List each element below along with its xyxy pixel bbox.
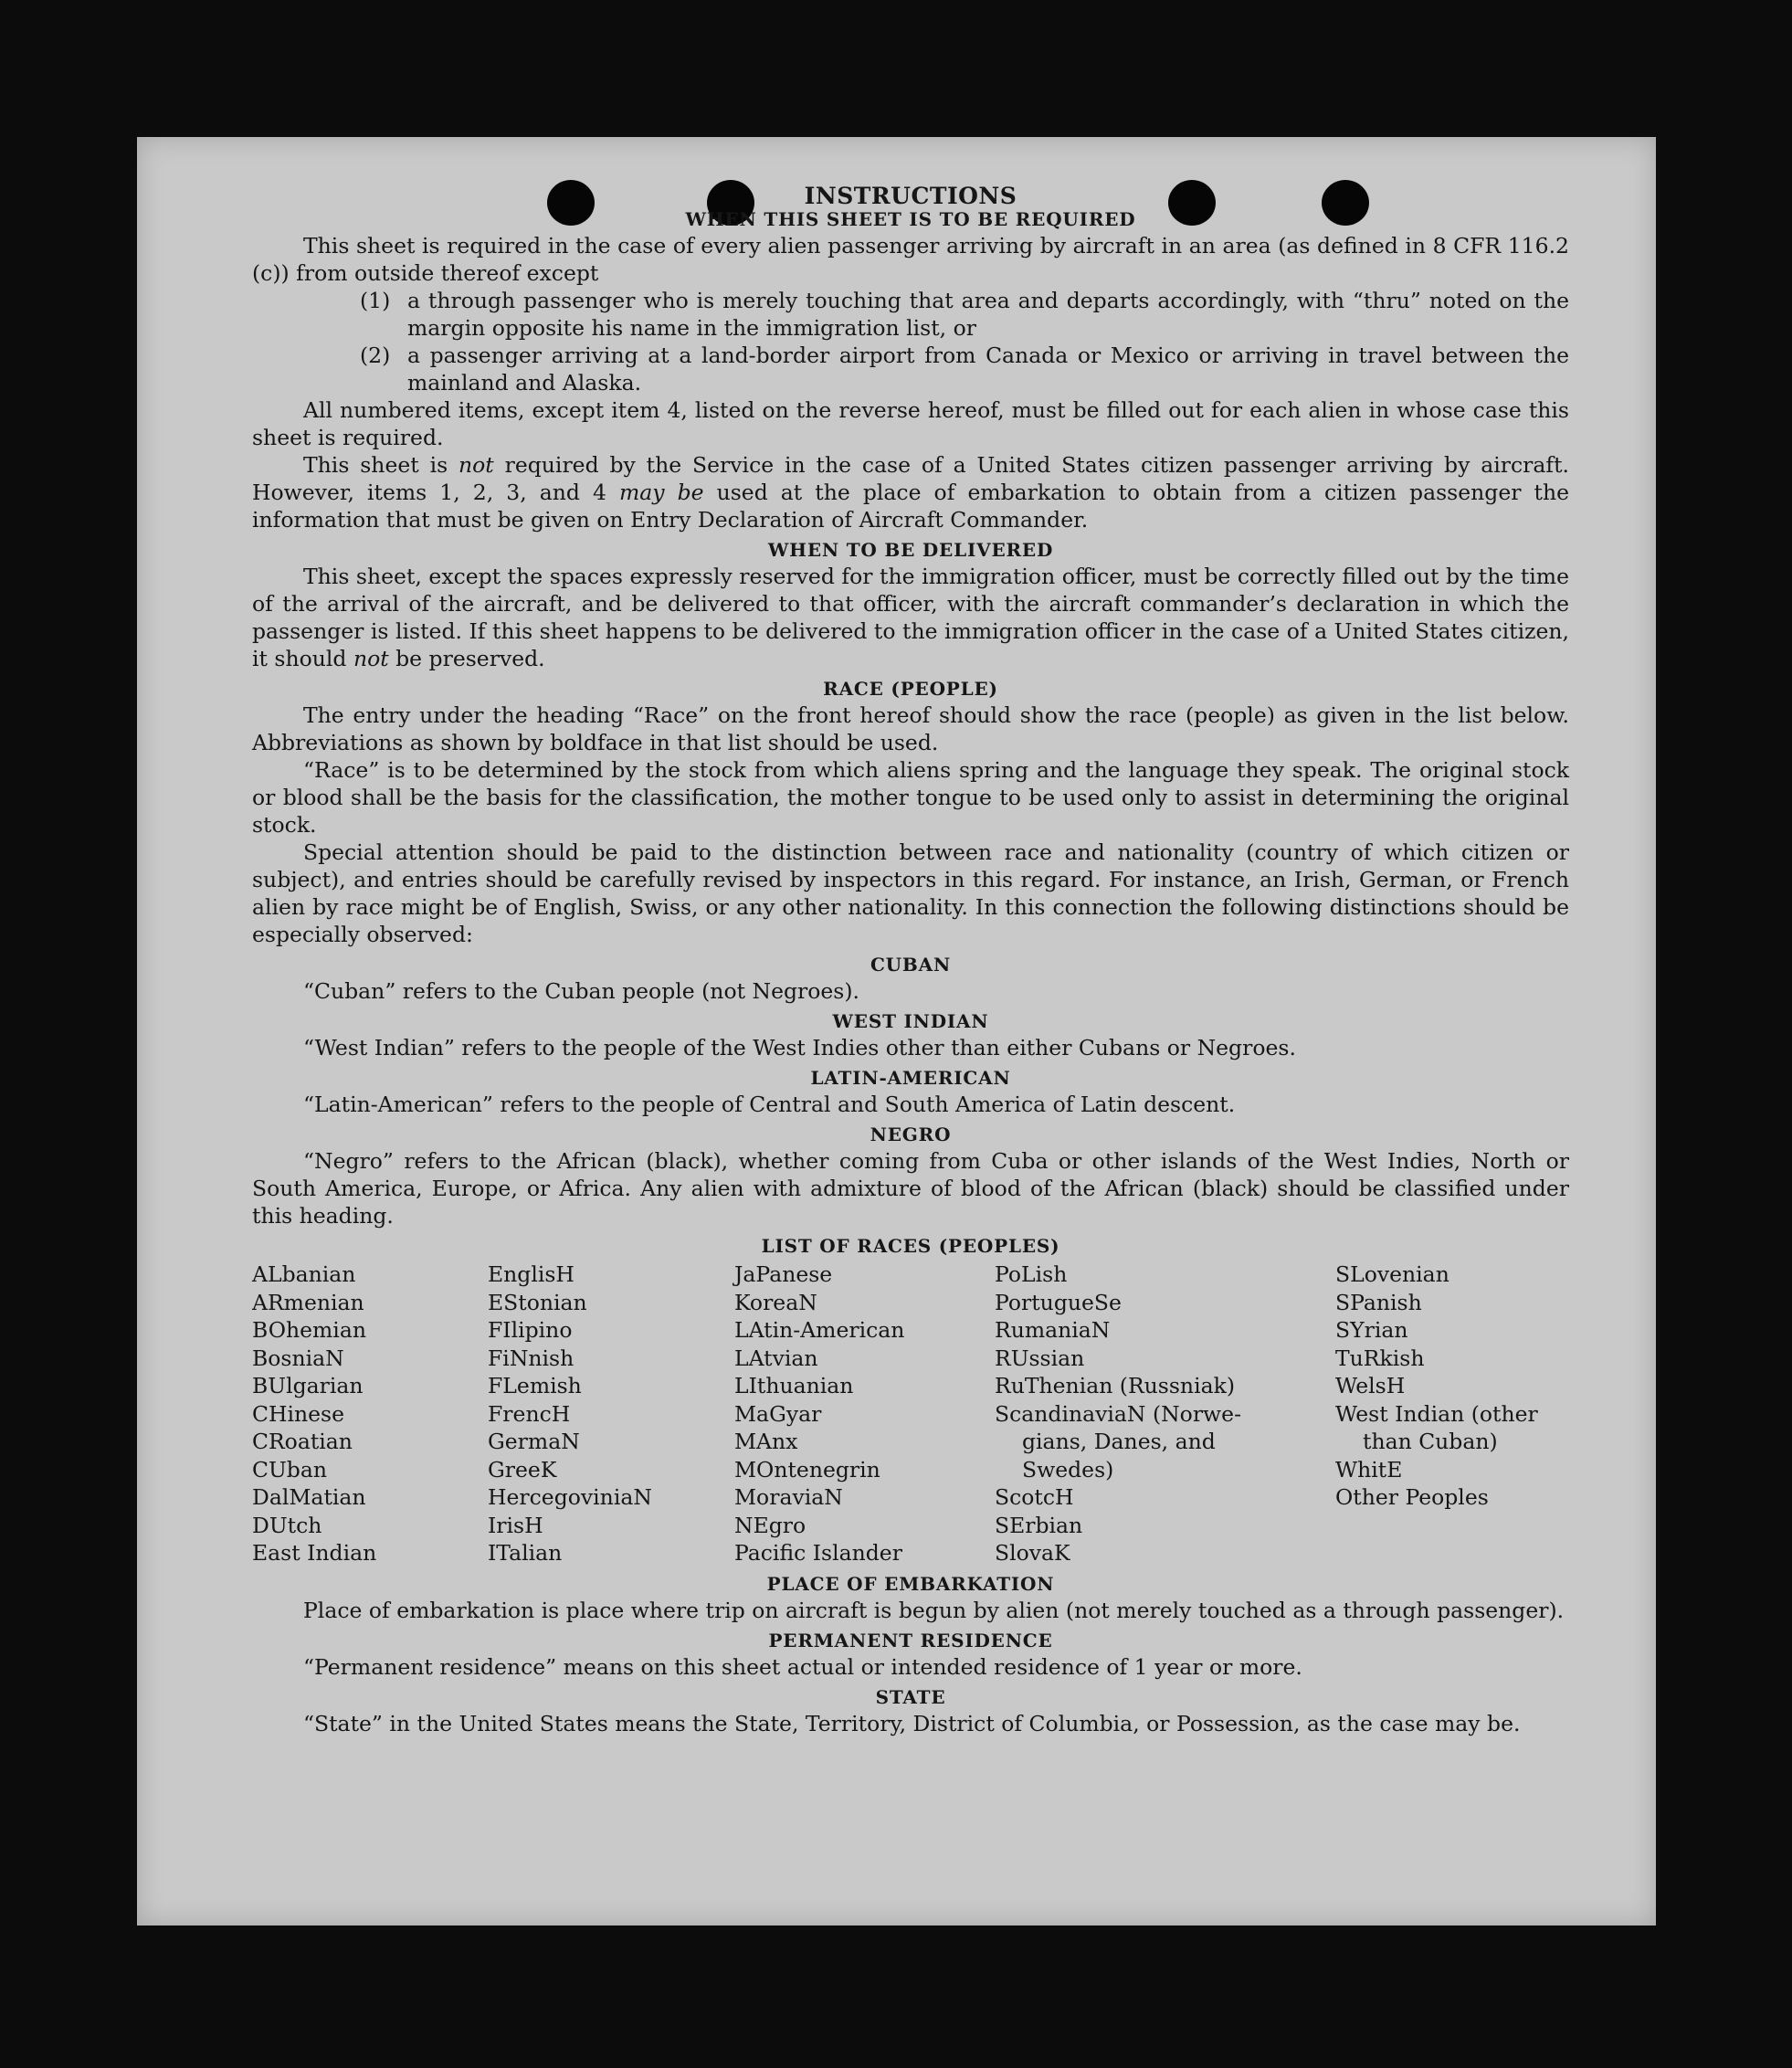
- paragraph: “State” in the United States means the State, Territory, District of Columbia, or Possession, as the case may be.: [303, 1710, 1521, 1736]
- section-heading-latin-american: LATIN-AMERICAN: [810, 1067, 1011, 1089]
- races-column: [734, 1261, 995, 1567]
- race-entry: LAtin-American: [734, 1317, 905, 1343]
- race-entry: than Cuban): [1363, 1429, 1498, 1454]
- race-entry: Pacific Islander: [734, 1540, 902, 1566]
- item-number: (2): [360, 343, 391, 368]
- race-entry: East Indian: [252, 1540, 377, 1566]
- section-heading-west-indian: WEST INDIAN: [832, 1010, 989, 1032]
- race-entry: ScandinaviaN (Norwe-: [995, 1400, 1242, 1427]
- races-column: [995, 1261, 1335, 1567]
- race-entry: BOhemian: [252, 1317, 366, 1343]
- race-entry: SLovenian: [1335, 1261, 1449, 1287]
- paragraph: “Permanent residence” means on this sheet actual or intended residence of 1 year or more.: [303, 1653, 1302, 1680]
- race-entry: ARmenian: [252, 1289, 364, 1315]
- race-entry: GreeK: [488, 1456, 557, 1482]
- race-entry: CHinese: [252, 1400, 344, 1427]
- race-entry: DalMatian: [252, 1484, 366, 1510]
- section-heading-state: STATE: [875, 1685, 946, 1708]
- race-entry: KoreaN: [734, 1289, 817, 1315]
- race-entry: SErbian: [995, 1512, 1083, 1538]
- paragraph: “Latin-American” refers to the people of Central and South America of Latin descent.: [303, 1092, 1236, 1117]
- race-entry: RumaniaN: [995, 1317, 1111, 1343]
- race-entry: SPanish: [1335, 1289, 1422, 1315]
- paragraph: “Cuban” refers to the Cuban people (not Negroes).: [303, 978, 860, 1004]
- race-entry: RUssian: [995, 1345, 1085, 1371]
- section-heading-cuban: CUBAN: [870, 954, 952, 976]
- section-heading-delivered: WHEN TO BE DELIVERED: [767, 539, 1054, 561]
- race-entry: CRoatian: [252, 1429, 353, 1454]
- instructions-content: [252, 183, 1569, 1737]
- race-entry: SlovaK: [995, 1540, 1070, 1566]
- paragraph: This sheet, except the spaces expressly reserved for the immigration officer, must be correctly filled out by the time of the arrival of the aircraft, and be delivered to that officer, with the aircraft commander’s declaration in which the passenger is listed. If this sheet happens to be delivered to the immigration officer in the case of a United States citizen, it should not be preserved.: [252, 564, 1569, 671]
- paragraph: “Negro” refers to the African (black), whether coming from Cuba or other islands of the West Indies, North or South America, Europe, or Africa. Any alien with admixture of blood of the African (black) should be classified under this heading.: [252, 1148, 1569, 1229]
- page-title: INSTRUCTIONS: [804, 183, 1017, 209]
- race-entry: TuRkish: [1335, 1345, 1425, 1371]
- race-entry: GermaN: [488, 1429, 580, 1454]
- race-entry: EStonian: [488, 1289, 587, 1315]
- race-entry: HercegoviniaN: [488, 1484, 652, 1510]
- race-entry: Swedes): [1022, 1456, 1114, 1482]
- race-entry: MAnx: [734, 1429, 798, 1454]
- item-number: (1): [360, 288, 391, 313]
- paragraph: All numbered items, except item 4, listed on the reverse hereof, must be filled out for each alien in whose case this sheet is required.: [252, 397, 1569, 450]
- race-entry: PortugueSe: [995, 1289, 1122, 1315]
- races-column: [1335, 1261, 1569, 1567]
- paragraph: This sheet is required in the case of every alien passenger arriving by aircraft in an area (as defined in 8 CFR 116.2 (c)) from outside thereof except: [252, 233, 1569, 286]
- section-heading-residence: PERMANENT RESIDENCE: [768, 1629, 1053, 1651]
- section-heading-races: LIST OF RACES (PEOPLES): [761, 1235, 1060, 1257]
- race-entry: LAtvian: [734, 1345, 818, 1371]
- list-item: [252, 287, 1569, 342]
- race-entry: DUtch: [252, 1512, 322, 1538]
- race-entry: RuThenian (Russniak): [995, 1373, 1235, 1398]
- race-entry: Other Peoples: [1335, 1484, 1489, 1510]
- paragraph: Special attention should be paid to the distinction between race and nationality (country of which citizen or subject), and entries should be carefully revised by inspectors in this regard. For instance, an Irish, German, or French alien by race might be of English, Swiss, or any other nationality. In this connection the following distinctions should be especially observed:: [252, 839, 1569, 947]
- race-entry: FIlipino: [488, 1317, 573, 1343]
- race-entry: CUban: [252, 1456, 327, 1482]
- races-column: [252, 1261, 488, 1567]
- race-entry: BUlgarian: [252, 1373, 364, 1398]
- list-item: [252, 342, 1569, 396]
- paragraph: Place of embarkation is place where trip on aircraft is begun by alien (not merely touched as a through passenger).: [303, 1597, 1565, 1623]
- race-entry: SYrian: [1335, 1317, 1408, 1343]
- races-list: [252, 1261, 1569, 1567]
- races-column: [488, 1261, 734, 1567]
- race-entry: MoraviaN: [734, 1484, 843, 1510]
- race-entry: ScotcH: [995, 1484, 1074, 1510]
- race-entry: WhitE: [1335, 1456, 1403, 1482]
- section-heading-race: RACE (PEOPLE): [823, 678, 998, 700]
- race-entry: ALbanian: [252, 1261, 356, 1287]
- paragraph: “West Indian” refers to the people of the West Indies other than either Cubans or Negroes.: [303, 1035, 1296, 1060]
- race-entry: BosniaN: [252, 1345, 344, 1371]
- section-heading-negro: NEGRO: [870, 1124, 952, 1145]
- paragraph: “Race” is to be determined by the stock from which aliens spring and the language they speak. The original stock or blood shall be the basis for the classification, the mother tongue to be used only to assist in determining the original stock.: [252, 757, 1569, 838]
- paragraph: This sheet is not required by the Service in the case of a United States citizen passenger arriving by aircraft. However, items 1, 2, 3, and 4 may be used at the place of embarkation to obtain from a citizen passenger the information that must be given on Entry Declaration of Aircraft Commander.: [252, 452, 1569, 533]
- document-sheet: [137, 137, 1656, 1926]
- race-entry: ITalian: [488, 1540, 563, 1566]
- section-heading-embarkation: PLACE OF EMBARKATION: [766, 1572, 1055, 1595]
- race-entry: NEgro: [734, 1512, 806, 1538]
- race-entry: West Indian (other: [1335, 1400, 1538, 1427]
- race-entry: FiNnish: [488, 1345, 574, 1371]
- race-entry: WelsH: [1335, 1373, 1406, 1398]
- race-entry: FrencH: [488, 1400, 571, 1427]
- race-entry: LIthuanian: [734, 1373, 854, 1398]
- race-entry: JaPanese: [734, 1261, 833, 1287]
- item-text: a through passenger who is merely touching that area and departs accordingly, with “thru” noted on the margin opposite his name in the immigration list, or: [407, 288, 1569, 341]
- race-entry: gians, Danes, and: [1022, 1429, 1216, 1454]
- race-entry: PoLish: [995, 1261, 1068, 1287]
- item-text: a passenger arriving at a land-border airport from Canada or Mexico or arriving in travel between the mainland and Alaska.: [407, 343, 1569, 396]
- race-entry: EnglisH: [488, 1261, 574, 1287]
- section-heading-required: WHEN THIS SHEET IS TO BE REQUIRED: [685, 208, 1136, 230]
- paragraph: The entry under the heading “Race” on the front hereof should show the race (people) as given in the list below. Abbreviations as shown by boldface in that list should be used.: [252, 702, 1569, 755]
- race-entry: MOntenegrin: [734, 1456, 880, 1482]
- race-entry: IrisH: [488, 1512, 543, 1538]
- race-entry: MaGyar: [734, 1400, 822, 1427]
- race-entry: FLemish: [488, 1373, 582, 1398]
